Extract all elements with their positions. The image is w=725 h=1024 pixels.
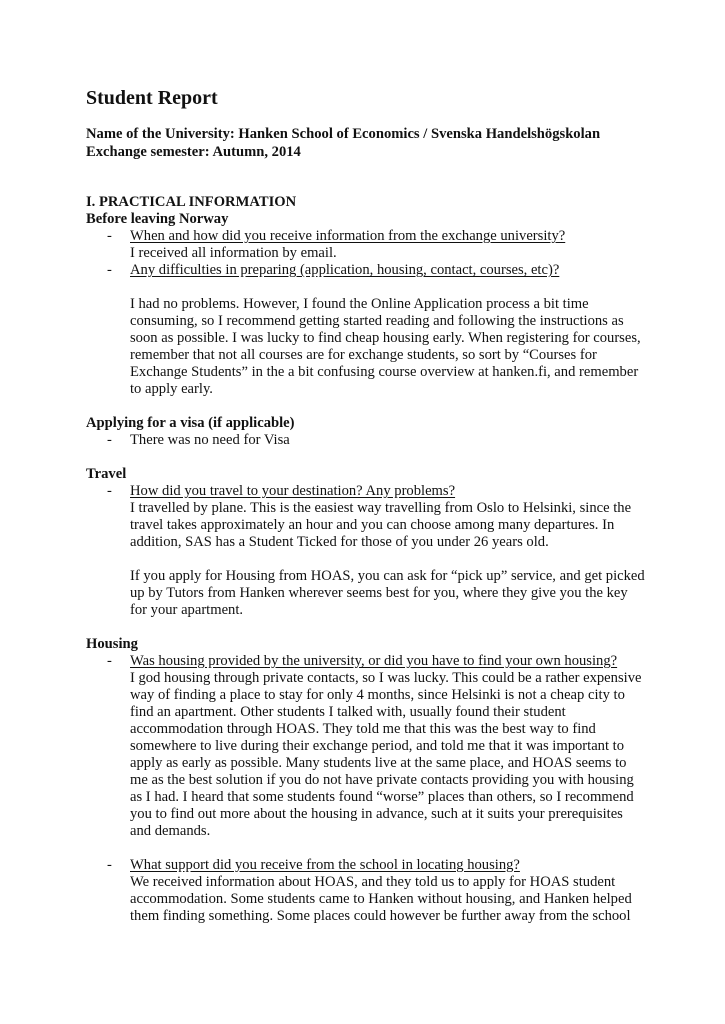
heading-housing: Housing xyxy=(86,636,138,652)
answer-text: I god housing through private contacts, so I was lucky. This could be a rather expensive way of finding a place to stay for only 4 months, since Helsinki is not a cheap city to find an apartment. Other students I talked with, usually found their student accommodation through HOAS. They told me that this was the best way to find somewhere to live during their exchange period, and told me that it was important to apply as early as possible. Many students live at the same place, and HOAS seems to me as the best solution if you do not have private contacts providing you with housing as I had. I heard that some students found “worse” places than others, so I recommend you to find out more about the housing in advance, such at it suits your prerequisites and demands. xyxy=(130,670,642,839)
answer-text: If you apply for Housing from HOAS, you can ask for “pick up” service, and get picked up by Tutors from Hanken wherever seems best for you, where they give you the key for your apartment. xyxy=(130,568,645,618)
question-text: What support did you receive from the school in locating housing? xyxy=(130,857,520,873)
list-dash: - xyxy=(107,432,112,448)
question-text: How did you travel to your destination? Any problems? xyxy=(130,483,456,499)
question-item xyxy=(86,228,646,245)
answer-item xyxy=(86,432,646,449)
section-practical-information: I. PRACTICAL INFORMATION xyxy=(86,194,297,210)
list-dash: - xyxy=(107,228,112,244)
report-meta xyxy=(86,126,646,161)
list-dash: - xyxy=(107,857,112,873)
question-text: Any difficulties in preparing (application, housing, contact, courses, etc)? xyxy=(130,262,560,278)
university-name: Name of the University: Hanken School of Economics / Svenska Handelshögskolan xyxy=(86,126,601,142)
question-text: When and how did you receive information from the exchange university? xyxy=(130,228,566,244)
heading-travel: Travel xyxy=(86,466,127,482)
answer-text: I received all information by email. xyxy=(130,245,337,261)
answer-text: I travelled by plane. This is the easiest way travelling from Oslo to Helsinki, since the travel takes approximately an hour and you can choose among many departures. In addition, SAS has a Student Ticked for those of you under 26 years old. xyxy=(130,500,632,550)
document-page xyxy=(86,86,646,925)
report-title: Student Report xyxy=(86,87,218,109)
list-dash: - xyxy=(107,653,112,669)
answer-text: We received information about HOAS, and they told us to apply for HOAS student accommodation. Some students came to Hanken without housing, and Hanken helped them finding something. Some places could however be further away from the school xyxy=(130,874,632,924)
question-text: Was housing provided by the university, or did you have to find your own housing? xyxy=(130,653,618,669)
exchange-semester: Exchange semester: Autumn, 2014 xyxy=(86,143,301,160)
question-item xyxy=(86,653,646,670)
question-item xyxy=(86,483,646,500)
answer-text: There was no need for Visa xyxy=(130,432,290,448)
heading-visa: Applying for a visa (if applicable) xyxy=(86,415,295,431)
answer-text: I had no problems. However, I found the Online Application process a bit time consuming, so I recommend getting started reading and following the instructions as soon as possible. I was lucky to find cheap housing early. When registering for courses, remember that not all courses are for exchange students, so sort by “Courses for Exchange Students” in the a bit confusing course overview at hanken.fi, and remember to apply early. xyxy=(130,296,641,397)
question-item xyxy=(86,857,646,874)
question-item xyxy=(86,262,646,279)
heading-before-leaving: Before leaving Norway xyxy=(86,211,229,227)
list-dash: - xyxy=(107,262,112,278)
list-dash: - xyxy=(107,483,112,499)
